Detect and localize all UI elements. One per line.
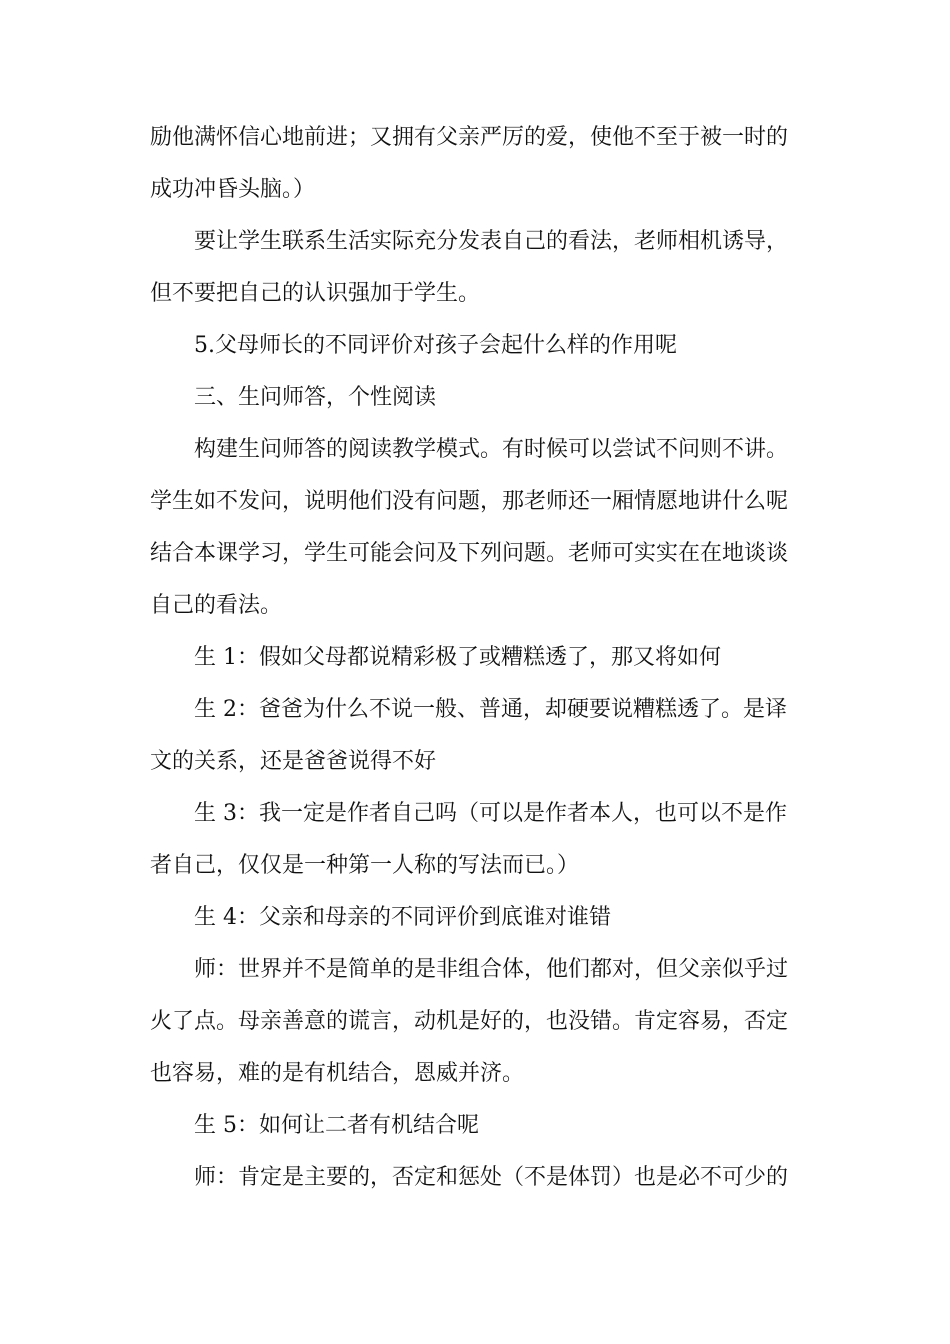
text-line: 生 3：我一定是作者自己吗（可以是作者本人，也可以不是作 <box>194 801 787 826</box>
text-line: 生 4：父亲和母亲的不同评价到底谁对谁错 <box>194 905 611 930</box>
text-line: 学生如不发问，说明他们没有问题，那老师还一厢情愿地讲什么呢 <box>150 489 789 514</box>
text-line: 师：世界并不是简单的是非组合体，他们都对，但父亲似乎过 <box>194 957 789 982</box>
text-line: 生 1：假如父母都说精彩极了或糟糕透了，那又将如何 <box>194 645 721 670</box>
text-line: 成功冲昏头脑。） <box>150 177 316 202</box>
text-line: 5.父母师长的不同评价对孩子会起什么样的作用呢 <box>194 333 677 358</box>
text-line: 生 2：爸爸为什么不说一般、普通，却硬要说糟糕透了。是译 <box>194 697 787 722</box>
text-line: 师：肯定是主要的，否定和惩处（不是体罚）也是必不可少的 <box>194 1165 789 1190</box>
text-line: 生 5：如何让二者有机结合呢 <box>194 1113 479 1138</box>
text-line: 构建生问师答的阅读教学模式。有时候可以尝试不问则不讲。 <box>194 437 789 462</box>
text-line: 自己的看法。 <box>150 593 283 618</box>
document-body <box>150 112 805 1204</box>
text-line: 也容易，难的是有机结合，恩威并济。 <box>150 1061 525 1086</box>
text-line: 文的关系，还是爸爸说得不好 <box>150 749 437 774</box>
section-heading: 三、生问师答，个性阅读 <box>194 385 437 410</box>
text-line: 励他满怀信心地前进；又拥有父亲严厉的爱，使他不至于被一时的 <box>150 125 789 150</box>
text-line: 火了点。母亲善意的谎言，动机是好的，也没错。肯定容易，否定 <box>150 1009 789 1034</box>
text-line: 要让学生联系生活实际充分发表自己的看法，老师相机诱导， <box>194 229 789 254</box>
text-line: 者自己，仅仅是一种第一人称的写法而已。） <box>150 853 580 878</box>
text-line: 但不要把自己的认识强加于学生。 <box>150 281 481 306</box>
text-line: 结合本课学习，学生可能会问及下列问题。老师可实实在在地谈谈 <box>150 541 789 566</box>
